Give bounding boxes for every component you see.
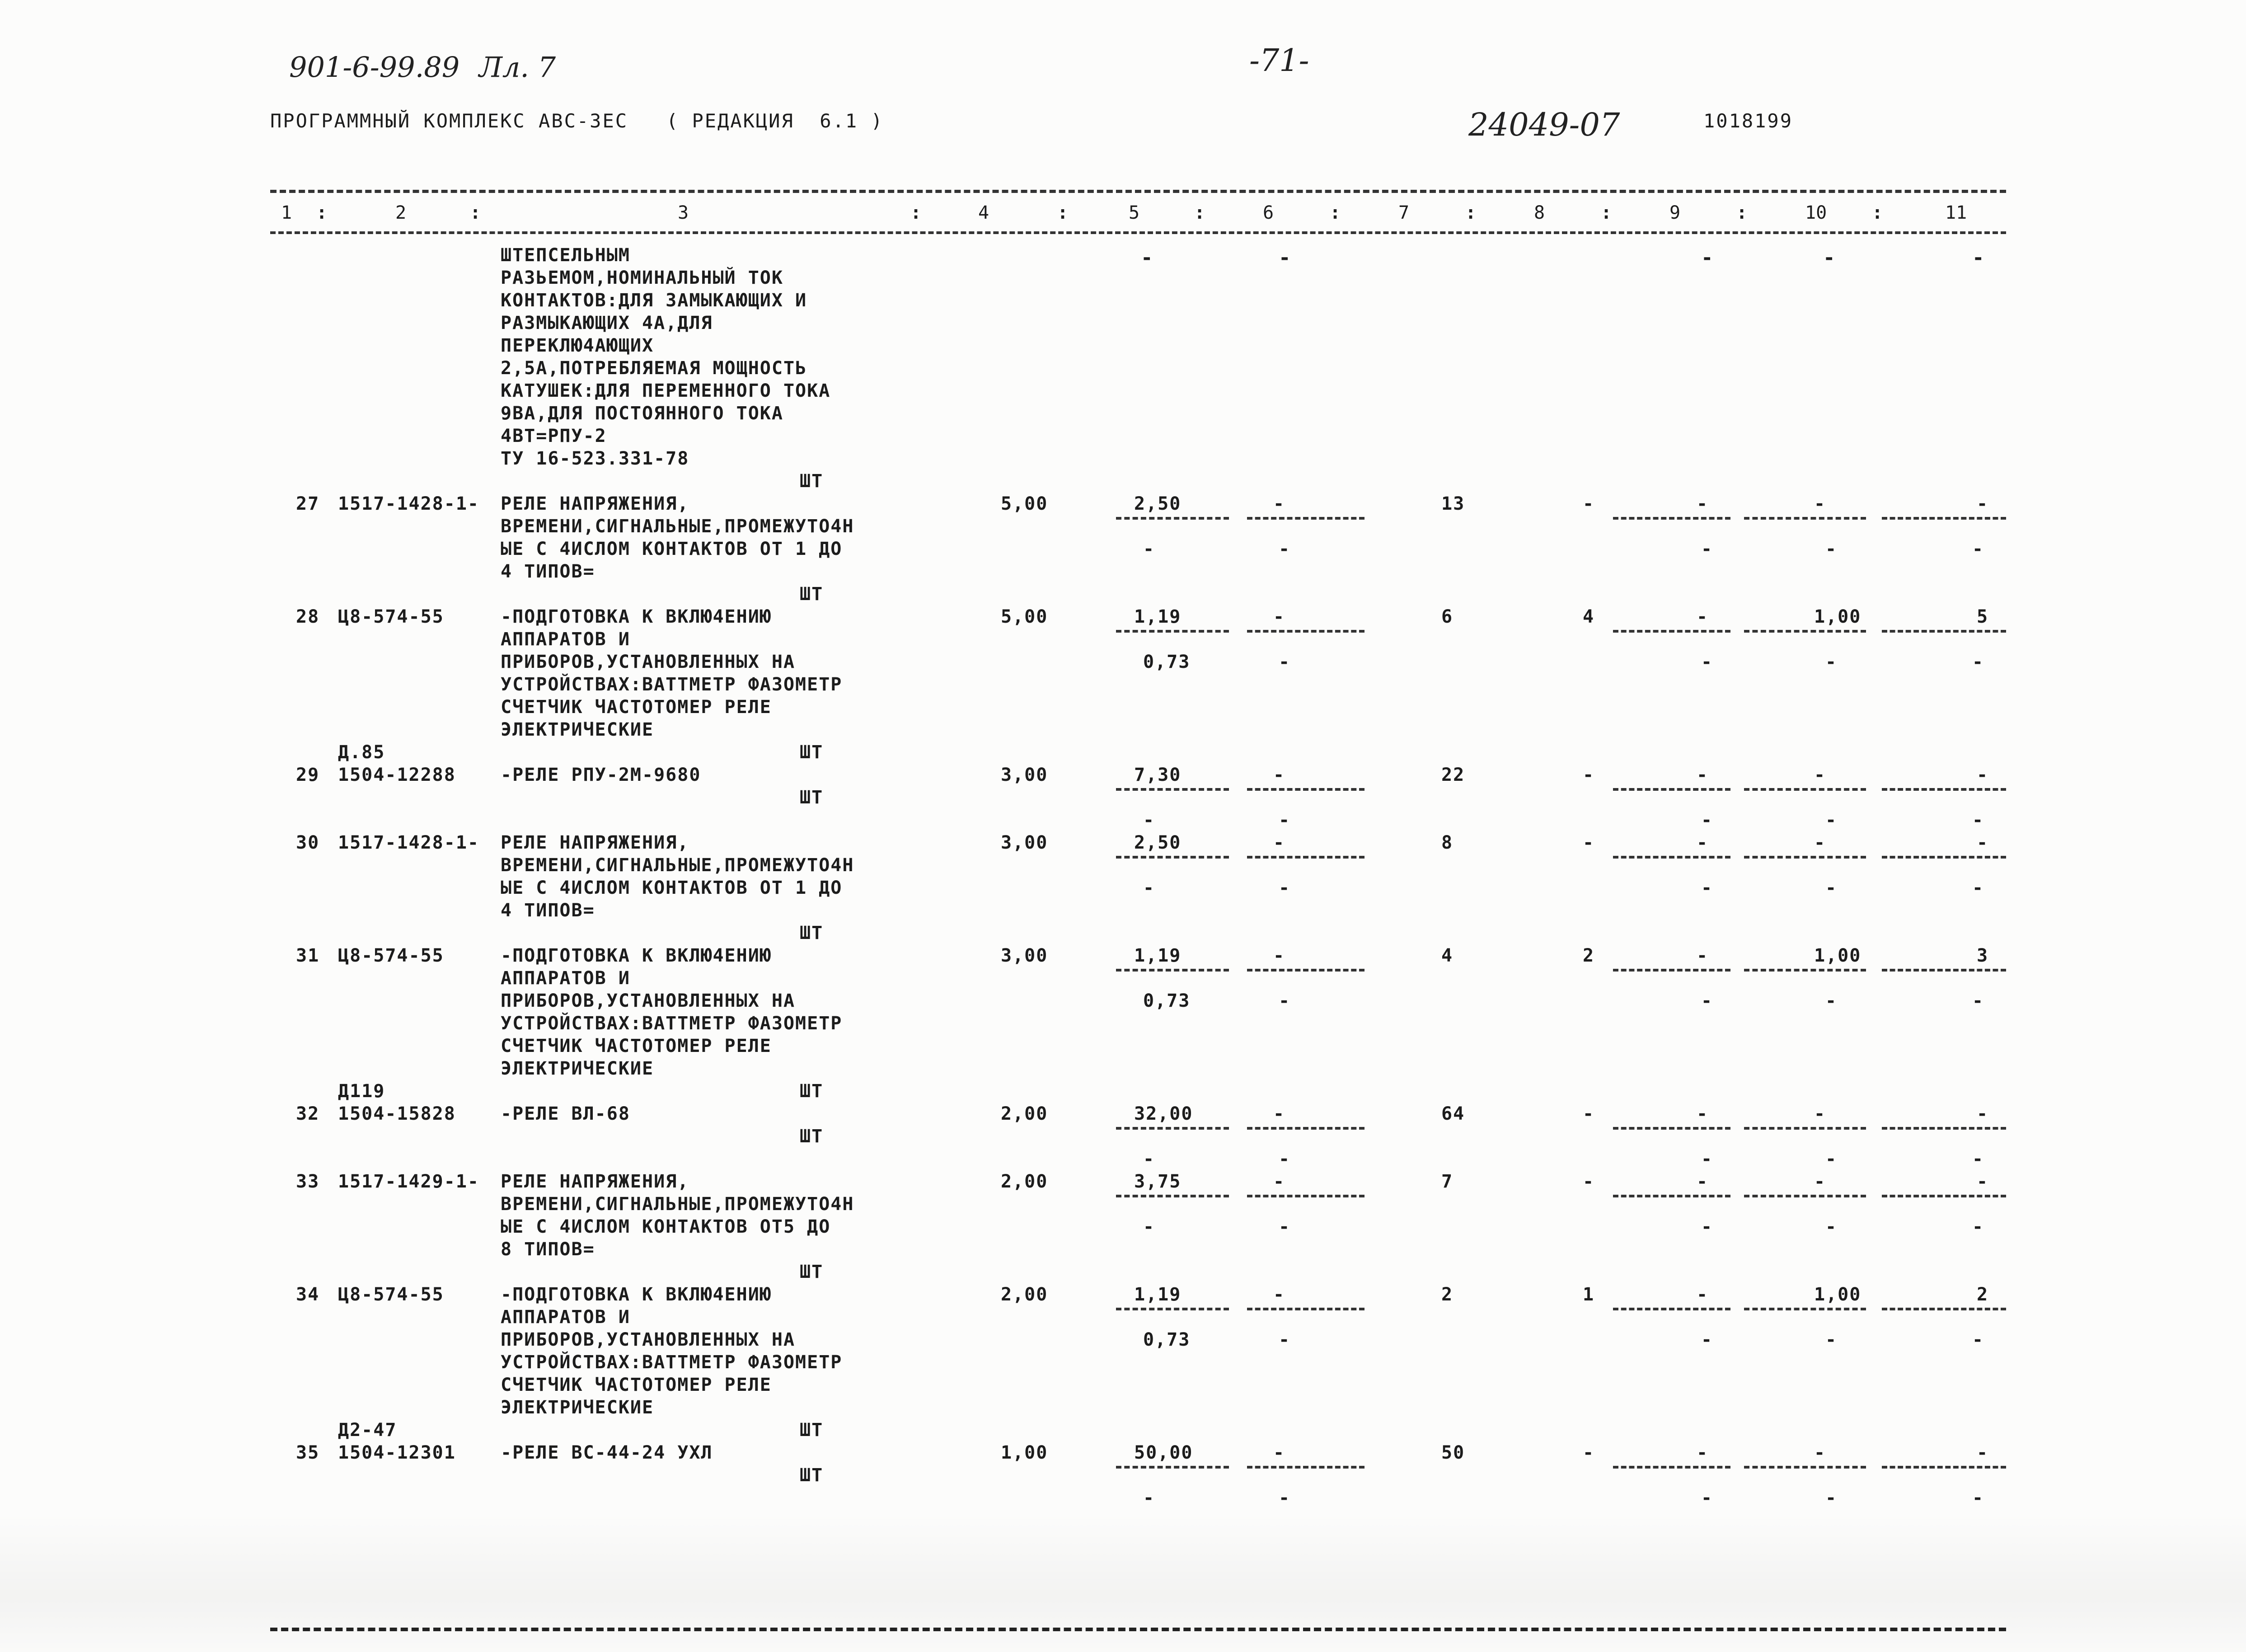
col8-value: -: [1583, 832, 1595, 853]
col7-value: 7: [1441, 1171, 1454, 1192]
col8-value: 4: [1583, 606, 1595, 627]
col8-value: -: [1583, 1103, 1595, 1124]
sheet-mark: Лл. 7: [479, 51, 556, 84]
quantity: 5,00: [1001, 606, 1048, 627]
unit-price: 50,00: [1134, 1442, 1193, 1463]
col7-value: 4: [1441, 945, 1454, 966]
cell-underline: [1116, 788, 1229, 791]
description-line: РАЗМЫКАЮЩИХ 4А,ДЛЯ: [501, 313, 713, 333]
col11-value: -: [1977, 493, 1989, 514]
col11-value: -: [1977, 765, 1989, 785]
description-line: КАТУШЕК:ДЛЯ ПЕРЕМЕННОГО ТОКА: [501, 380, 831, 401]
cell-underline: [1744, 1195, 1866, 1197]
sub-value-col6: -: [1279, 1329, 1291, 1350]
unit-price: 32,00: [1134, 1103, 1193, 1124]
item-code: 1517-1428-1-: [338, 832, 479, 853]
col7-value: 50: [1441, 1442, 1465, 1463]
row-note: Д.85: [338, 742, 385, 763]
col10-value: -: [1814, 765, 1826, 785]
row-note: Д119: [338, 1081, 385, 1102]
cell-underline: [1613, 856, 1730, 859]
unit-label: ШТ: [800, 787, 824, 808]
description-line: ПРИБОРОВ,УСТАНОВЛЕННЫХ НА: [501, 1329, 796, 1350]
cell-underline: [1116, 517, 1229, 520]
description-line: УСТРОЙСТВАХ:ВАТТМЕТР ФАЗОМЕТР: [501, 1013, 843, 1034]
dash-col11: -: [1972, 1488, 1984, 1508]
description-line: ЫЕ С 4ИСЛОМ КОНТАКТОВ ОТ 1 ДО: [501, 539, 843, 559]
dash-col10: -: [1825, 878, 1838, 898]
bottom-rule: [270, 1628, 2006, 1631]
col10-value: -: [1814, 1442, 1826, 1463]
cell-underline: [1882, 1127, 2006, 1130]
sub-value-col5: 0,73: [1143, 652, 1191, 672]
dash-col11: -: [1972, 246, 1984, 269]
unit-label: ШТ: [800, 471, 824, 492]
col11-value: -: [1977, 1103, 1989, 1124]
unit-price: 2,50: [1134, 493, 1182, 514]
sub-value-col5: -: [1143, 1488, 1155, 1508]
dash-col10: -: [1825, 539, 1838, 559]
cell-underline: [1247, 1195, 1364, 1197]
col11-value: -: [1977, 832, 1989, 853]
unit-label: ШТ: [800, 584, 824, 605]
unit-label: ШТ: [800, 923, 824, 943]
description-line: ТУ 16-523.331-78: [501, 448, 689, 469]
column-number: 3: [678, 202, 689, 223]
cell-underline: [1613, 630, 1730, 633]
col6-value: -: [1273, 1103, 1285, 1124]
column-number: 1: [281, 202, 292, 223]
description-line: РЕЛЕ НАПРЯЖЕНИЯ,: [501, 493, 689, 514]
sub-value-col6: -: [1279, 990, 1291, 1011]
dash-col10: -: [1825, 1329, 1838, 1350]
row-number: 35: [296, 1442, 320, 1463]
dash-col11: -: [1972, 1149, 1984, 1169]
col6-value: -: [1273, 1284, 1285, 1305]
description-line: 4 ТИПОВ=: [501, 561, 595, 582]
cell-underline: [1744, 517, 1866, 520]
dash-col10: -: [1825, 1149, 1838, 1169]
sub-value-col5: -: [1143, 1149, 1155, 1169]
description-line: СЧЕТЧИК ЧАСТОТОМЕР РЕЛЕ: [501, 697, 772, 718]
col11-value: 2: [1977, 1284, 1989, 1305]
dash-col10: -: [1823, 246, 1835, 269]
page-number: -71-: [1249, 43, 1309, 79]
program-header: ПРОГРАММНЫЙ КОМПЛЕКС АВС-3ЕС ( РЕДАКЦИЯ 6.1 ): [270, 110, 884, 132]
col9-value: -: [1697, 765, 1709, 785]
cell-underline: [1116, 1127, 1229, 1130]
dash-col9: -: [1701, 1149, 1713, 1169]
cell-underline: [1882, 788, 2006, 791]
description-line: АППАРАТОВ И: [501, 968, 630, 989]
col6-value: -: [1273, 493, 1285, 514]
description-line: ПРИБОРОВ,УСТАНОВЛЕННЫХ НА: [501, 990, 796, 1011]
col9-value: -: [1697, 945, 1709, 966]
description-line: РЕЛЕ НАПРЯЖЕНИЯ,: [501, 832, 689, 853]
col7-value: 64: [1441, 1103, 1465, 1124]
cell-underline: [1247, 1466, 1364, 1469]
unit-label: ШТ: [800, 742, 824, 763]
description-line: 8 ТИПОВ=: [501, 1239, 595, 1260]
column-number: 6: [1263, 202, 1274, 223]
col8-value: 2: [1583, 945, 1595, 966]
col8-value: -: [1583, 1442, 1595, 1463]
dash-col10: -: [1825, 1216, 1838, 1237]
col8-value: -: [1583, 1171, 1595, 1192]
dash-col10: -: [1825, 652, 1838, 672]
row-number: 33: [296, 1171, 320, 1192]
col9-value: -: [1697, 1171, 1709, 1192]
dash-col9: -: [1701, 1329, 1713, 1350]
dash-col10: -: [1825, 810, 1838, 831]
cell-underline: [1116, 969, 1229, 971]
cell-underline: [1613, 1308, 1730, 1310]
quantity: 5,00: [1001, 493, 1048, 514]
description-line: УСТРОЙСТВАХ:ВАТТМЕТР ФАЗОМЕТР: [501, 674, 843, 695]
description-line: РАЗЬЕМОМ,НОМИНАЛЬНЫЙ ТОК: [501, 268, 783, 288]
dash-col11: -: [1972, 1216, 1984, 1237]
col7-value: 8: [1441, 832, 1454, 853]
column-number: 8: [1534, 202, 1545, 223]
row-number: 28: [296, 606, 320, 627]
scan-artifact: [0, 1514, 2246, 1652]
cell-underline: [1116, 1308, 1229, 1310]
description-line: 9ВА,ДЛЯ ПОСТОЯННОГО ТОКА: [501, 403, 783, 424]
cell-underline: [1116, 1195, 1229, 1197]
item-code: Ц8-574-55: [338, 606, 444, 627]
dash-col10: -: [1825, 990, 1838, 1011]
dash-col11: -: [1972, 878, 1984, 898]
column-separator: :: [316, 202, 328, 223]
row-number: 34: [296, 1284, 320, 1305]
dash-col11: -: [1972, 990, 1984, 1011]
description-line: СЧЕТЧИК ЧАСТОТОМЕР РЕЛЕ: [501, 1375, 772, 1395]
description-line: РЕЛЕ НАПРЯЖЕНИЯ,: [501, 1171, 689, 1192]
quantity: 2,00: [1001, 1284, 1048, 1305]
description-line: ВРЕМЕНИ,СИГНАЛЬНЫЕ,ПРОМЕЖУТО4Н: [501, 1194, 854, 1215]
cell-underline: [1744, 969, 1866, 971]
column-number: 9: [1669, 202, 1681, 223]
row-note: Д2-47: [338, 1420, 397, 1441]
unit-label: ШТ: [800, 1081, 824, 1102]
stamp-number: 24049-07: [1468, 106, 1620, 143]
item-code: Ц8-574-55: [338, 1284, 444, 1305]
column-header-rule: [270, 231, 2006, 234]
unit-price: 7,30: [1134, 765, 1182, 785]
description-line: ЫЕ С 4ИСЛОМ КОНТАКТОВ ОТ 1 ДО: [501, 878, 843, 898]
column-number: 11: [1945, 202, 1967, 223]
sub-value-col5: 0,73: [1143, 990, 1191, 1011]
sub-value-col5: -: [1143, 878, 1155, 898]
quantity: 2,00: [1001, 1103, 1048, 1124]
column-number: 7: [1398, 202, 1410, 223]
row-number: 27: [296, 493, 320, 514]
dash-col9: -: [1701, 652, 1713, 672]
column-number: 10: [1805, 202, 1827, 223]
cell-underline: [1882, 1195, 2006, 1197]
col10-value: -: [1814, 1171, 1826, 1192]
item-code: 1504-12288: [338, 765, 456, 785]
sub-value-col6: -: [1279, 878, 1291, 898]
description-line: -РЕЛЕ ВЛ-68: [501, 1103, 630, 1124]
document-number: 1018199: [1703, 110, 1793, 132]
col9-value: -: [1697, 606, 1709, 627]
column-separator: :: [1601, 202, 1612, 223]
column-number: 4: [978, 202, 989, 223]
description-line: ЫЕ С 4ИСЛОМ КОНТАКТОВ ОТ5 ДО: [501, 1216, 831, 1237]
col7-value: 6: [1441, 606, 1454, 627]
description-line: 4 ТИПОВ=: [501, 900, 595, 921]
col10-value: 1,00: [1814, 945, 1862, 966]
cell-underline: [1613, 517, 1730, 520]
sub-value-col6: -: [1279, 539, 1291, 559]
sub-value-col5: -: [1143, 810, 1155, 831]
row-number: 31: [296, 945, 320, 966]
description-line: ВРЕМЕНИ,СИГНАЛЬНЫЕ,ПРОМЕЖУТО4Н: [501, 855, 854, 876]
col6-value: -: [1273, 945, 1285, 966]
cell-underline: [1744, 856, 1866, 859]
description-line: -ПОДГОТОВКА К ВКЛЮ4ЕНИЮ: [501, 606, 772, 627]
column-separator: :: [1465, 202, 1477, 223]
row-number: 29: [296, 765, 320, 785]
cell-underline: [1247, 1127, 1364, 1130]
column-separator: :: [1736, 202, 1748, 223]
col10-value: -: [1814, 493, 1826, 514]
column-separator: :: [1872, 202, 1883, 223]
col11-value: 3: [1977, 945, 1989, 966]
cell-underline: [1744, 1127, 1866, 1130]
description-line: 2,5А,ПОТРЕБЛЯЕМАЯ МОЩНОСТЬ: [501, 358, 807, 379]
col11-value: -: [1977, 1171, 1989, 1192]
unit-label: ШТ: [800, 1262, 824, 1282]
dash-col6: -: [1279, 246, 1291, 269]
sub-value-col6: -: [1279, 1149, 1291, 1169]
cell-underline: [1613, 1195, 1730, 1197]
sub-value-col6: -: [1279, 1216, 1291, 1237]
description-line: ПРИБОРОВ,УСТАНОВЛЕННЫХ НА: [501, 652, 796, 672]
column-separator: :: [910, 202, 922, 223]
description-line: 4ВТ=РПУ-2: [501, 426, 607, 446]
col11-value: 5: [1977, 606, 1989, 627]
col10-value: -: [1814, 832, 1826, 853]
cell-underline: [1613, 788, 1730, 791]
description-line: ЭЛЕКТРИЧЕСКИЕ: [501, 1058, 654, 1079]
cell-underline: [1744, 1466, 1866, 1469]
description-line: ЭЛЕКТРИЧЕСКИЕ: [501, 719, 654, 740]
col9-value: -: [1697, 1103, 1709, 1124]
description-line: КОНТАКТОВ:ДЛЯ ЗАМЫКАЮЩИХ И: [501, 290, 807, 311]
description-line: ВРЕМЕНИ,СИГНАЛЬНЫЕ,ПРОМЕЖУТО4Н: [501, 516, 854, 537]
unit-price: 1,19: [1134, 945, 1182, 966]
col9-value: -: [1697, 493, 1709, 514]
dash-col9: -: [1701, 990, 1713, 1011]
col6-value: -: [1273, 1171, 1285, 1192]
cell-underline: [1882, 517, 2006, 520]
cell-underline: [1116, 856, 1229, 859]
dash-col9: -: [1701, 810, 1713, 831]
description-line: ПЕРЕКЛЮ4АЮЩИХ: [501, 335, 654, 356]
sub-value-col6: -: [1279, 652, 1291, 672]
unit-price: 2,50: [1134, 832, 1182, 853]
col7-value: 2: [1441, 1284, 1454, 1305]
cell-underline: [1882, 856, 2006, 859]
cell-underline: [1613, 969, 1730, 971]
column-separator: :: [1330, 202, 1341, 223]
dash-col10: -: [1825, 1488, 1838, 1508]
col8-value: -: [1583, 493, 1595, 514]
cell-underline: [1744, 1308, 1866, 1310]
description-line: -ПОДГОТОВКА К ВКЛЮ4ЕНИЮ: [501, 945, 772, 966]
quantity: 3,00: [1001, 765, 1048, 785]
description-line: УСТРОЙСТВАХ:ВАТТМЕТР ФАЗОМЕТР: [501, 1352, 843, 1373]
dash-col11: -: [1972, 539, 1984, 559]
col6-value: -: [1273, 832, 1285, 853]
sub-value-col6: -: [1279, 810, 1291, 831]
dash-col9: -: [1701, 539, 1713, 559]
cell-underline: [1882, 969, 2006, 971]
description-line: АППАРАТОВ И: [501, 1307, 630, 1328]
cell-underline: [1613, 1466, 1730, 1469]
col6-value: -: [1273, 765, 1285, 785]
col6-value: -: [1273, 606, 1285, 627]
item-code: 1504-15828: [338, 1103, 456, 1124]
cell-underline: [1882, 1466, 2006, 1469]
column-separator: :: [1057, 202, 1069, 223]
quantity: 2,00: [1001, 1171, 1048, 1192]
cell-underline: [1613, 1127, 1730, 1130]
col9-value: -: [1697, 832, 1709, 853]
description-line: -РЕЛЕ РПУ-2М-9680: [501, 765, 701, 785]
description-line: ШТЕПСЕЛЬНЫМ: [501, 245, 630, 266]
cell-underline: [1882, 1308, 2006, 1310]
col8-value: 1: [1583, 1284, 1595, 1305]
col10-value: 1,00: [1814, 1284, 1862, 1305]
dash-col11: -: [1972, 1329, 1984, 1350]
sub-value-col5: 0,73: [1143, 1329, 1191, 1350]
dash-col11: -: [1972, 810, 1984, 831]
description-line: АППАРАТОВ И: [501, 629, 630, 650]
dash-col9: -: [1701, 878, 1713, 898]
row-number: 32: [296, 1103, 320, 1124]
unit-price: 3,75: [1134, 1171, 1182, 1192]
doc-code: 901-6-99.89: [289, 51, 460, 84]
sub-value-col6: -: [1279, 1488, 1291, 1508]
cell-underline: [1247, 1308, 1364, 1310]
column-number: 5: [1129, 202, 1140, 223]
row-number: 30: [296, 832, 320, 853]
col10-value: -: [1814, 1103, 1826, 1124]
col9-value: -: [1697, 1284, 1709, 1305]
cell-underline: [1247, 856, 1364, 859]
cell-underline: [1116, 630, 1229, 633]
dash-col11: -: [1972, 652, 1984, 672]
quantity: 1,00: [1001, 1442, 1048, 1463]
unit-label: ШТ: [800, 1465, 824, 1486]
item-code: Ц8-574-55: [338, 945, 444, 966]
col7-value: 13: [1441, 493, 1465, 514]
sub-value-col5: -: [1143, 539, 1155, 559]
description-line: СЧЕТЧИК ЧАСТОТОМЕР РЕЛЕ: [501, 1036, 772, 1056]
cell-underline: [1116, 1466, 1229, 1469]
dash-col5: -: [1141, 246, 1153, 269]
table-top-rule: [270, 190, 2006, 193]
column-separator: :: [1194, 202, 1205, 223]
quantity: 3,00: [1001, 945, 1048, 966]
cell-underline: [1247, 969, 1364, 971]
item-code: 1504-12301: [338, 1442, 456, 1463]
description-line: ЭЛЕКТРИЧЕСКИЕ: [501, 1397, 654, 1418]
cell-underline: [1744, 788, 1866, 791]
item-code: 1517-1428-1-: [338, 493, 479, 514]
dash-col9: -: [1701, 1216, 1713, 1237]
description-line: -РЕЛЕ ВС-44-24 УХЛ: [501, 1442, 713, 1463]
cell-underline: [1882, 630, 2006, 633]
dash-col9: -: [1701, 246, 1713, 269]
cell-underline: [1744, 630, 1866, 633]
unit-label: ШТ: [800, 1420, 824, 1441]
unit-label: ШТ: [800, 1126, 824, 1147]
unit-price: 1,19: [1134, 606, 1182, 627]
col6-value: -: [1273, 1442, 1285, 1463]
quantity: 3,00: [1001, 832, 1048, 853]
col8-value: -: [1583, 765, 1595, 785]
column-separator: :: [470, 202, 481, 223]
cell-underline: [1247, 517, 1364, 520]
col10-value: 1,00: [1814, 606, 1862, 627]
dash-col9: -: [1701, 1488, 1713, 1508]
description-line: -ПОДГОТОВКА К ВКЛЮ4ЕНИЮ: [501, 1284, 772, 1305]
item-code: 1517-1429-1-: [338, 1171, 479, 1192]
cell-underline: [1247, 788, 1364, 791]
column-number: 2: [395, 202, 407, 223]
col7-value: 22: [1441, 765, 1465, 785]
sub-value-col5: -: [1143, 1216, 1155, 1237]
cell-underline: [1247, 630, 1364, 633]
col11-value: -: [1977, 1442, 1989, 1463]
unit-price: 1,19: [1134, 1284, 1182, 1305]
col9-value: -: [1697, 1442, 1709, 1463]
